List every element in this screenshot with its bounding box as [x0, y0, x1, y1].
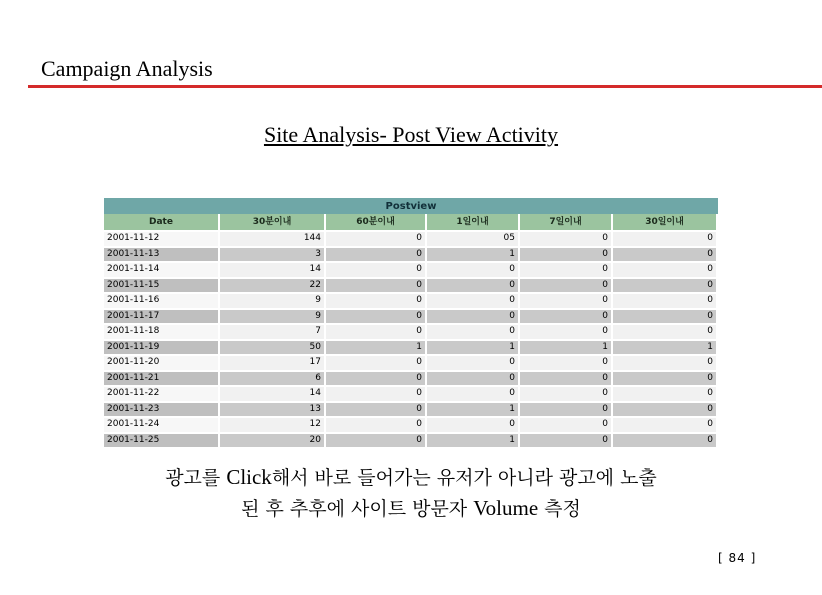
caption-line-2: [0, 493, 822, 524]
value-cell: 1: [427, 434, 520, 450]
date-cell: 2001-11-23: [104, 403, 220, 419]
value-cell: 6: [220, 372, 326, 388]
title-divider: [28, 85, 822, 88]
value-cell: 14: [220, 263, 326, 279]
value-cell: 0: [326, 248, 427, 264]
caption: [0, 462, 822, 524]
value-cell: 9: [220, 310, 326, 326]
value-cell: 0: [326, 418, 427, 434]
table-header-row: [104, 214, 718, 232]
date-cell: 2001-11-16: [104, 294, 220, 310]
report-title: Postview: [104, 198, 718, 214]
date-cell: 2001-11-13: [104, 248, 220, 264]
value-cell: 17: [220, 356, 326, 372]
value-cell: 0: [326, 279, 427, 295]
table-row: [104, 232, 718, 248]
value-cell: 0: [427, 263, 520, 279]
caption-text: 해서 바로 들어가는 유저가 아니라 광고에 노출: [271, 467, 657, 489]
date-cell: 2001-11-14: [104, 263, 220, 279]
column-header: 1일이내: [427, 214, 520, 232]
value-cell: 1: [427, 403, 520, 419]
value-cell: 0: [427, 325, 520, 341]
value-cell: 0: [520, 403, 613, 419]
value-cell: 0: [427, 310, 520, 326]
table-row: [104, 248, 718, 264]
table-row: [104, 294, 718, 310]
table-row: [104, 418, 718, 434]
value-cell: 0: [326, 310, 427, 326]
value-cell: 12: [220, 418, 326, 434]
value-cell: 0: [613, 310, 718, 326]
caption-text: 측정: [538, 498, 581, 520]
page-number: [ 84 ]: [718, 551, 757, 565]
value-cell: 20: [220, 434, 326, 450]
value-cell: 0: [427, 279, 520, 295]
value-cell: 0: [326, 325, 427, 341]
value-cell: 9: [220, 294, 326, 310]
value-cell: 22: [220, 279, 326, 295]
date-cell: 2001-11-22: [104, 387, 220, 403]
table-row: [104, 263, 718, 279]
value-cell: 0: [520, 325, 613, 341]
value-cell: 7: [220, 325, 326, 341]
value-cell: 0: [427, 294, 520, 310]
value-cell: 0: [613, 387, 718, 403]
table-row: [104, 341, 718, 357]
value-cell: 1: [613, 341, 718, 357]
value-cell: 0: [427, 356, 520, 372]
value-cell: 0: [613, 232, 718, 248]
column-header: Date: [104, 214, 220, 232]
postview-table: [104, 214, 718, 449]
table-row: [104, 310, 718, 326]
value-cell: 1: [427, 341, 520, 357]
date-cell: 2001-11-20: [104, 356, 220, 372]
value-cell: 0: [427, 418, 520, 434]
value-cell: 1: [427, 248, 520, 264]
table-row: [104, 356, 718, 372]
value-cell: 0: [613, 434, 718, 450]
value-cell: 0: [520, 434, 613, 450]
caption-text: Volume: [473, 496, 539, 520]
value-cell: 0: [520, 263, 613, 279]
value-cell: 144: [220, 232, 326, 248]
table-row: [104, 403, 718, 419]
value-cell: 1: [326, 341, 427, 357]
table-row: [104, 325, 718, 341]
value-cell: 0: [326, 403, 427, 419]
value-cell: 0: [613, 372, 718, 388]
value-cell: 0: [520, 294, 613, 310]
value-cell: 0: [326, 356, 427, 372]
value-cell: 0: [427, 372, 520, 388]
value-cell: 0: [613, 279, 718, 295]
date-cell: 2001-11-17: [104, 310, 220, 326]
date-cell: 2001-11-25: [104, 434, 220, 450]
value-cell: 0: [520, 387, 613, 403]
date-cell: 2001-11-18: [104, 325, 220, 341]
date-cell: 2001-11-12: [104, 232, 220, 248]
value-cell: 0: [520, 310, 613, 326]
value-cell: 0: [520, 232, 613, 248]
value-cell: 14: [220, 387, 326, 403]
table-row: [104, 279, 718, 295]
table-row: [104, 372, 718, 388]
date-cell: 2001-11-24: [104, 418, 220, 434]
caption-line-1: [0, 462, 822, 493]
value-cell: 0: [326, 434, 427, 450]
value-cell: 0: [326, 263, 427, 279]
date-cell: 2001-11-19: [104, 341, 220, 357]
value-cell: 0: [613, 248, 718, 264]
column-header: 60분이내: [326, 214, 427, 232]
value-cell: 0: [326, 372, 427, 388]
value-cell: 0: [613, 356, 718, 372]
value-cell: 13: [220, 403, 326, 419]
value-cell: 0: [613, 418, 718, 434]
date-cell: 2001-11-15: [104, 279, 220, 295]
table-row: [104, 387, 718, 403]
section-title: Site Analysis- Post View Activity: [263, 122, 559, 147]
table-row: [104, 434, 718, 450]
value-cell: 0: [326, 294, 427, 310]
column-header: 30분이내: [220, 214, 326, 232]
column-header: 30일이내: [613, 214, 718, 232]
value-cell: 0: [520, 279, 613, 295]
value-cell: 50: [220, 341, 326, 357]
caption-text: 광고를: [165, 467, 227, 489]
value-cell: 0: [326, 232, 427, 248]
value-cell: 0: [427, 387, 520, 403]
value-cell: 0: [613, 294, 718, 310]
value-cell: 0: [326, 387, 427, 403]
slide-title: Campaign Analysis: [41, 56, 213, 81]
value-cell: 1: [520, 341, 613, 357]
value-cell: 0: [520, 418, 613, 434]
value-cell: 0: [520, 372, 613, 388]
value-cell: 05: [427, 232, 520, 248]
value-cell: 0: [520, 356, 613, 372]
column-header: 7일이내: [520, 214, 613, 232]
value-cell: 3: [220, 248, 326, 264]
postview-report: [104, 198, 718, 454]
value-cell: 0: [520, 248, 613, 264]
value-cell: 0: [613, 403, 718, 419]
date-cell: 2001-11-21: [104, 372, 220, 388]
caption-text: 된 후 추후에 사이트 방문자: [241, 498, 474, 520]
caption-text: Click: [226, 465, 272, 489]
value-cell: 0: [613, 325, 718, 341]
value-cell: 0: [613, 263, 718, 279]
